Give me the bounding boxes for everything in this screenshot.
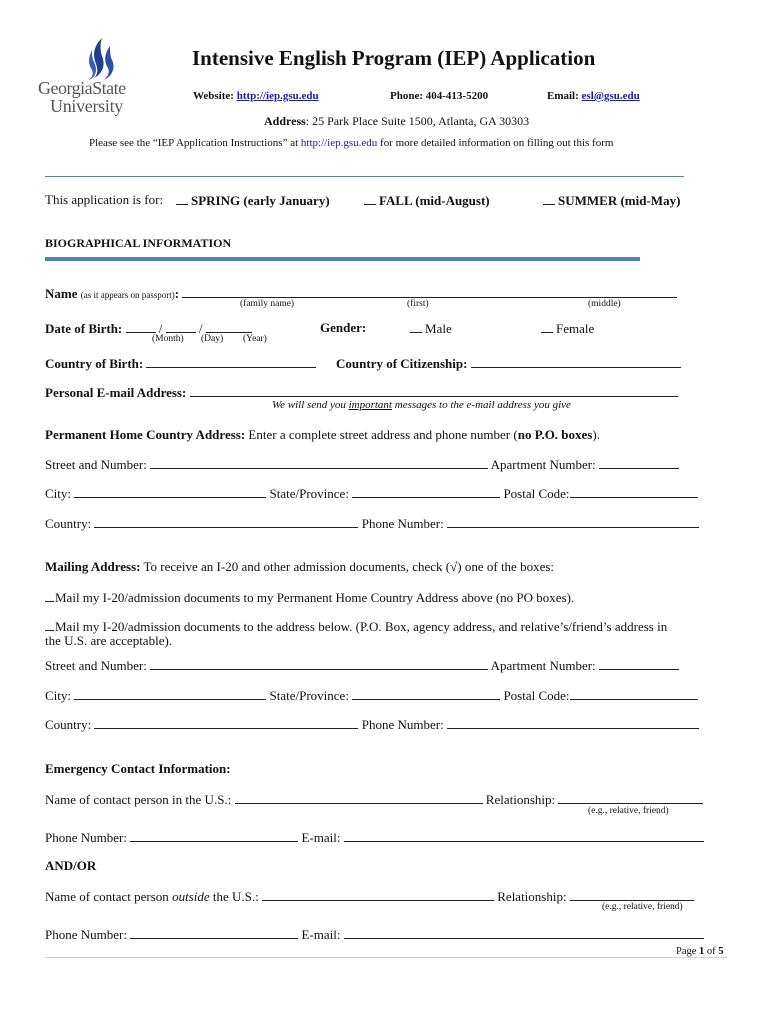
us-email-field[interactable] (344, 829, 704, 842)
mail-postal-label: Postal Code: (503, 688, 570, 703)
perm-state-field[interactable] (352, 485, 500, 498)
female-checkbox[interactable] (541, 320, 553, 333)
citizenship-field[interactable] (471, 355, 681, 368)
page-of: of (706, 946, 716, 957)
outside-phone-label: Phone Number: (45, 927, 127, 942)
perm-street-field[interactable] (150, 456, 488, 469)
address-value: : 25 Park Place Suite 1500, Atlanta, GA 30303 (305, 114, 530, 128)
mailing-option-1[interactable] (45, 589, 574, 606)
outside-phone-row (45, 926, 704, 943)
us-relationship-hint: (e.g., relative, friend) (588, 806, 669, 816)
gender-label: Gender: (320, 320, 367, 335)
summer-label: SUMMER (mid-May) (558, 193, 681, 208)
phone-value: 404-413-5200 (425, 90, 489, 102)
perm-country-row (45, 515, 699, 532)
dob-label: Date of Birth: (45, 321, 123, 336)
address-line (264, 114, 529, 129)
mail-phone-field[interactable] (447, 716, 699, 729)
mail-street-field[interactable] (150, 657, 488, 670)
name-field[interactable] (182, 285, 677, 298)
mail-country-label: Country: (45, 717, 92, 732)
spring-checkbox[interactable] (176, 192, 188, 205)
andor-label: AND/OR (45, 858, 97, 873)
bio-divider (45, 257, 640, 261)
mail-state-field[interactable] (352, 687, 500, 700)
mail-phone-label: Phone Number: (361, 717, 444, 732)
perm-apt-field[interactable] (599, 456, 679, 469)
website-link[interactable]: http://iep.gsu.edu (236, 90, 319, 102)
perm-phone-field[interactable] (447, 515, 699, 528)
term-option-spring[interactable] (176, 192, 330, 209)
perm-address-intro (45, 427, 600, 443)
page-title: Intensive English Program (IEP) Application (192, 46, 596, 70)
footer-divider (45, 957, 727, 958)
instructions-post: for more detailed information on filling out this form (380, 137, 614, 149)
mailing-option-1-label: Mail my I-20/admission documents to my Permanent Home Country Address above (no PO boxes). (55, 590, 575, 605)
us-phone-label: Phone Number: (45, 830, 127, 845)
mail-postal-field[interactable] (570, 687, 698, 700)
perm-country-label: Country: (45, 516, 92, 531)
us-contact-field[interactable] (235, 791, 483, 804)
name-row (45, 285, 677, 302)
mail-city-row (45, 687, 698, 704)
personal-email-label: Personal E-mail Address: (45, 385, 187, 400)
middle-name-hint: (middle) (588, 299, 621, 309)
dob-month-field[interactable] (126, 320, 156, 333)
email-line (547, 90, 640, 102)
mailing-label: Mailing Address: (45, 559, 141, 574)
perm-text-bold: no P.O. boxes (517, 427, 593, 442)
first-name-hint: (first) (407, 299, 429, 309)
country-birth-row (45, 355, 316, 372)
dob-day-hint: (Day) (201, 334, 224, 344)
spring-label: SPRING (early January) (191, 193, 330, 208)
website-label: Website: (193, 90, 234, 102)
instructions-line (89, 137, 613, 149)
instructions-pre: Please see the “IEP Application Instructions” at (89, 137, 299, 149)
email-note-pre: We will send you (272, 399, 346, 411)
email-label: Email: (547, 90, 579, 102)
mail-apt-label: Apartment Number: (490, 658, 596, 673)
perm-state-label: State/Province: (269, 486, 349, 501)
perm-postal-label: Postal Code: (503, 486, 570, 501)
mail-city-label: City: (45, 688, 72, 703)
fall-label: FALL (mid-August) (379, 193, 490, 208)
mailing-option-2-checkbox[interactable] (45, 618, 54, 631)
outside-contact-em: outside (172, 889, 210, 904)
outside-email-label: E-mail: (301, 927, 341, 942)
dob-month-hint: (Month) (152, 334, 184, 344)
page-number (676, 946, 724, 957)
mail-city-field[interactable] (74, 687, 266, 700)
perm-address-label: Permanent Home Country Address: (45, 427, 246, 442)
logo-line-2: University (50, 96, 123, 116)
email-note-emphasis: important (348, 399, 392, 411)
logo-line-1: GeorgiaState (38, 78, 126, 98)
phone-line (390, 90, 488, 102)
mail-street-label: Street and Number: (45, 658, 147, 673)
mail-apt-field[interactable] (599, 657, 679, 670)
mailing-option-2-label: Mail my I-20/admission documents to the address below. (P.O. Box, agency address, and relative’s/friend’s address in (55, 619, 668, 634)
emergency-heading: Emergency Contact Information: (45, 761, 231, 776)
outside-phone-field[interactable] (130, 926, 298, 939)
fall-checkbox[interactable] (364, 192, 376, 205)
perm-city-row (45, 485, 698, 502)
term-label: This application is for: (45, 192, 164, 207)
us-phone-field[interactable] (130, 829, 298, 842)
outside-contact-field[interactable] (262, 888, 494, 901)
bio-heading: BIOGRAPHICAL INFORMATION (45, 236, 232, 250)
male-label: Male (425, 321, 452, 336)
page-label: Page (676, 946, 697, 957)
perm-street-label: Street and Number: (45, 457, 147, 472)
gender-male[interactable] (410, 320, 452, 337)
perm-city-field[interactable] (74, 485, 266, 498)
email-link[interactable]: esl@gsu.edu (581, 90, 640, 102)
summer-checkbox[interactable] (543, 192, 555, 205)
mailing-intro (45, 559, 554, 575)
country-birth-field[interactable] (146, 355, 316, 368)
perm-city-label: City: (45, 486, 72, 501)
perm-postal-field[interactable] (570, 485, 698, 498)
perm-street-row (45, 456, 679, 473)
term-option-summer[interactable] (543, 192, 680, 209)
mail-country-field[interactable] (94, 716, 358, 729)
outside-relationship-label: Relationship: (497, 889, 567, 904)
perm-text-post: ). (592, 427, 600, 442)
female-label: Female (556, 321, 595, 336)
name-colon: : (174, 286, 180, 301)
gender-female[interactable] (541, 320, 594, 337)
us-relationship-field[interactable] (558, 791, 703, 804)
page-total: 5 (718, 946, 724, 957)
outside-contact-post: the U.S.: (212, 889, 259, 904)
family-name-hint: (family name) (240, 299, 295, 309)
us-phone-row (45, 829, 704, 846)
outside-contact-pre: Name of contact person (45, 889, 169, 904)
perm-text-pre: Enter a complete street address and phone number ( (248, 427, 518, 442)
outside-contact-row (45, 888, 694, 905)
citizenship-label: Country of Citizenship: (336, 356, 468, 371)
name-label: Name (45, 286, 78, 301)
perm-apt-label: Apartment Number: (490, 457, 596, 472)
term-option-fall[interactable] (364, 192, 490, 209)
us-email-label: E-mail: (301, 830, 341, 845)
us-relationship-label: Relationship: (485, 792, 556, 807)
male-checkbox[interactable] (410, 320, 422, 333)
us-contact-label: Name of contact person in the U.S.: (45, 792, 232, 807)
page-current: 1 (699, 946, 705, 957)
mailing-option-2-cont: the U.S. are acceptable). (45, 633, 173, 648)
mail-state-label: State/Province: (269, 688, 349, 703)
dob-row: Date of Birth: / / (45, 320, 252, 337)
phone-label: Phone: (390, 90, 423, 102)
mailing-text: To receive an I-20 and other admission documents, check (√) one of the boxes: (143, 559, 555, 574)
perm-phone-label: Phone Number: (361, 516, 444, 531)
address-label: Address (264, 114, 306, 128)
outside-relationship-hint: (e.g., relative, friend) (602, 902, 683, 912)
outside-email-field[interactable] (344, 926, 704, 939)
country-birth-label: Country of Birth: (45, 356, 144, 371)
dob-day-field[interactable] (166, 320, 196, 333)
name-note: (as it appears on passport) (80, 290, 175, 300)
citizenship-row (336, 355, 681, 372)
mailing-option-1-checkbox[interactable] (45, 589, 54, 602)
email-note-post: messages to the e-mail address you give (394, 399, 571, 411)
dob-year-hint: (Year) (243, 334, 267, 344)
university-logo (36, 34, 146, 124)
perm-country-field[interactable] (94, 515, 358, 528)
email-note (272, 399, 571, 411)
mail-street-row (45, 657, 679, 674)
header-divider (45, 176, 684, 177)
mail-country-row (45, 716, 699, 733)
personal-email-field[interactable] (190, 384, 678, 397)
website-line (193, 90, 319, 102)
dob-year-field[interactable] (206, 320, 252, 333)
instructions-link[interactable]: http://iep.gsu.edu (300, 137, 378, 149)
outside-relationship-field[interactable] (570, 888, 694, 901)
